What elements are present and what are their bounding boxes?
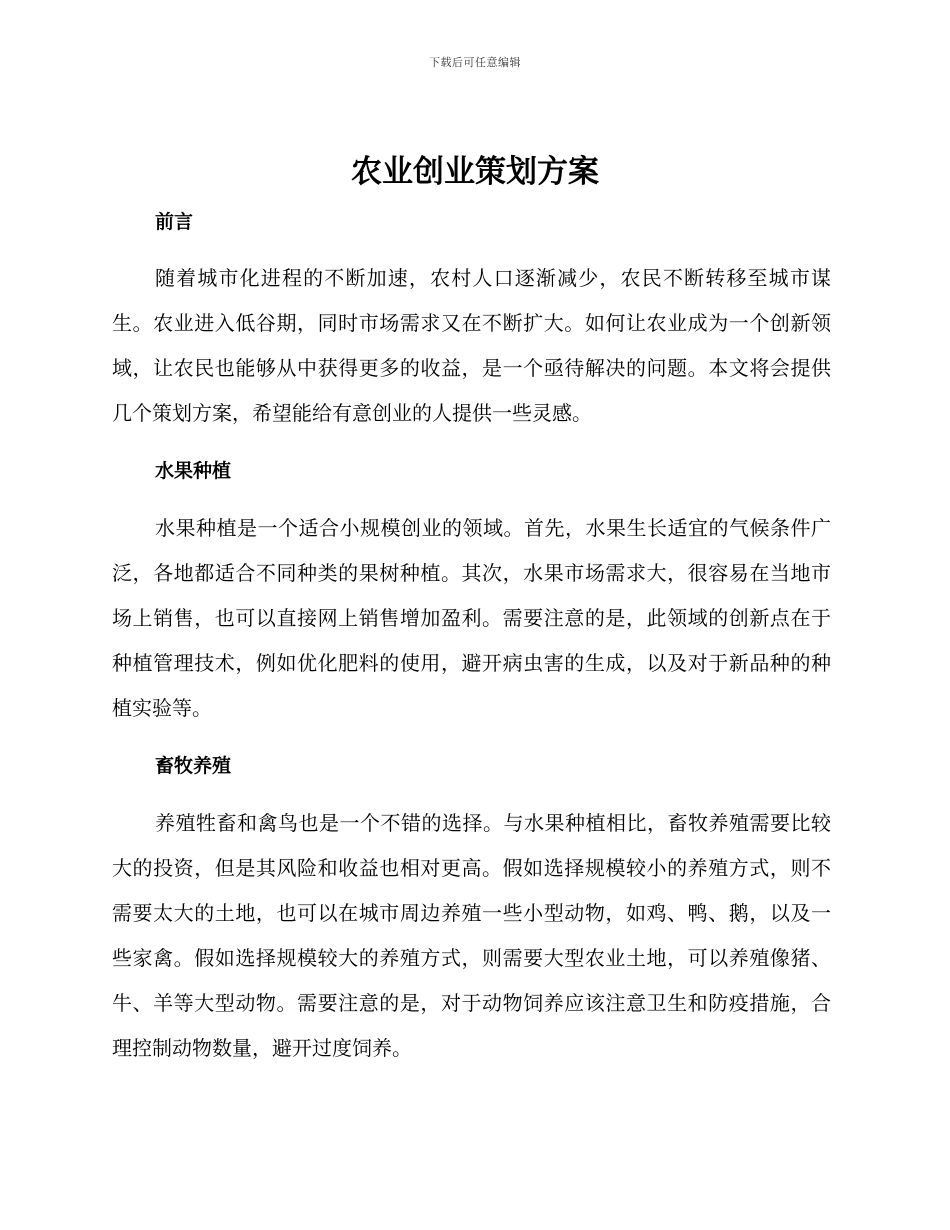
section-heading-preface: 前言 xyxy=(155,211,194,233)
section-paragraph-fruit-planting: 水果种植是一个适合小规模创业的领域。首先，水果生长适宜的气候条件广泛，各地都适合不同种类的果树种植。其次，水果市场需求大，很容易在当地市场上销售，也可以直接网上销售增加盈利。需要注意的是，此领域的创新点在于种植管理技术，例如优化肥料的使用，避开病虫害的生成，以及对于新品种的种植实验等。 xyxy=(112,516,831,720)
document-title: 农业创业策划方案 xyxy=(351,154,599,190)
section-heading-fruit-planting: 水果种植 xyxy=(155,460,232,482)
header-note: 下载后可任意编辑 xyxy=(429,56,521,69)
section-paragraph-preface: 随着城市化进程的不断加速，农村人口逐渐减少，农民不断转移至城市谋生。农业进入低谷期，同时市场需求又在不断扩大。如何让农业成为一个创新领域，让农民也能够从中获得更多的收益，是一个亟待解决的问题。本文将会提供几个策划方案，希望能给有意创业的人提供一些灵感。 xyxy=(112,266,831,425)
section-heading-livestock: 畜牧养殖 xyxy=(155,755,232,777)
section-paragraph-livestock: 养殖牲畜和禽鸟也是一个不错的选择。与水果种植相比，畜牧养殖需要比较大的投资，但是其风险和收益也相对更高。假如选择规模较小的养殖方式，则不需要太大的土地，也可以在城市周边养殖一些小型动物，如鸡、鸭、鹅，以及一些家禽。假如选择规模较大的养殖方式，则需要大型农业土地，可以养殖像猪、牛、羊等大型动物。需要注意的是，对于动物饲养应该注意卫生和防疫措施，合理控制动物数量，避开过度饲养。 xyxy=(112,811,831,1060)
